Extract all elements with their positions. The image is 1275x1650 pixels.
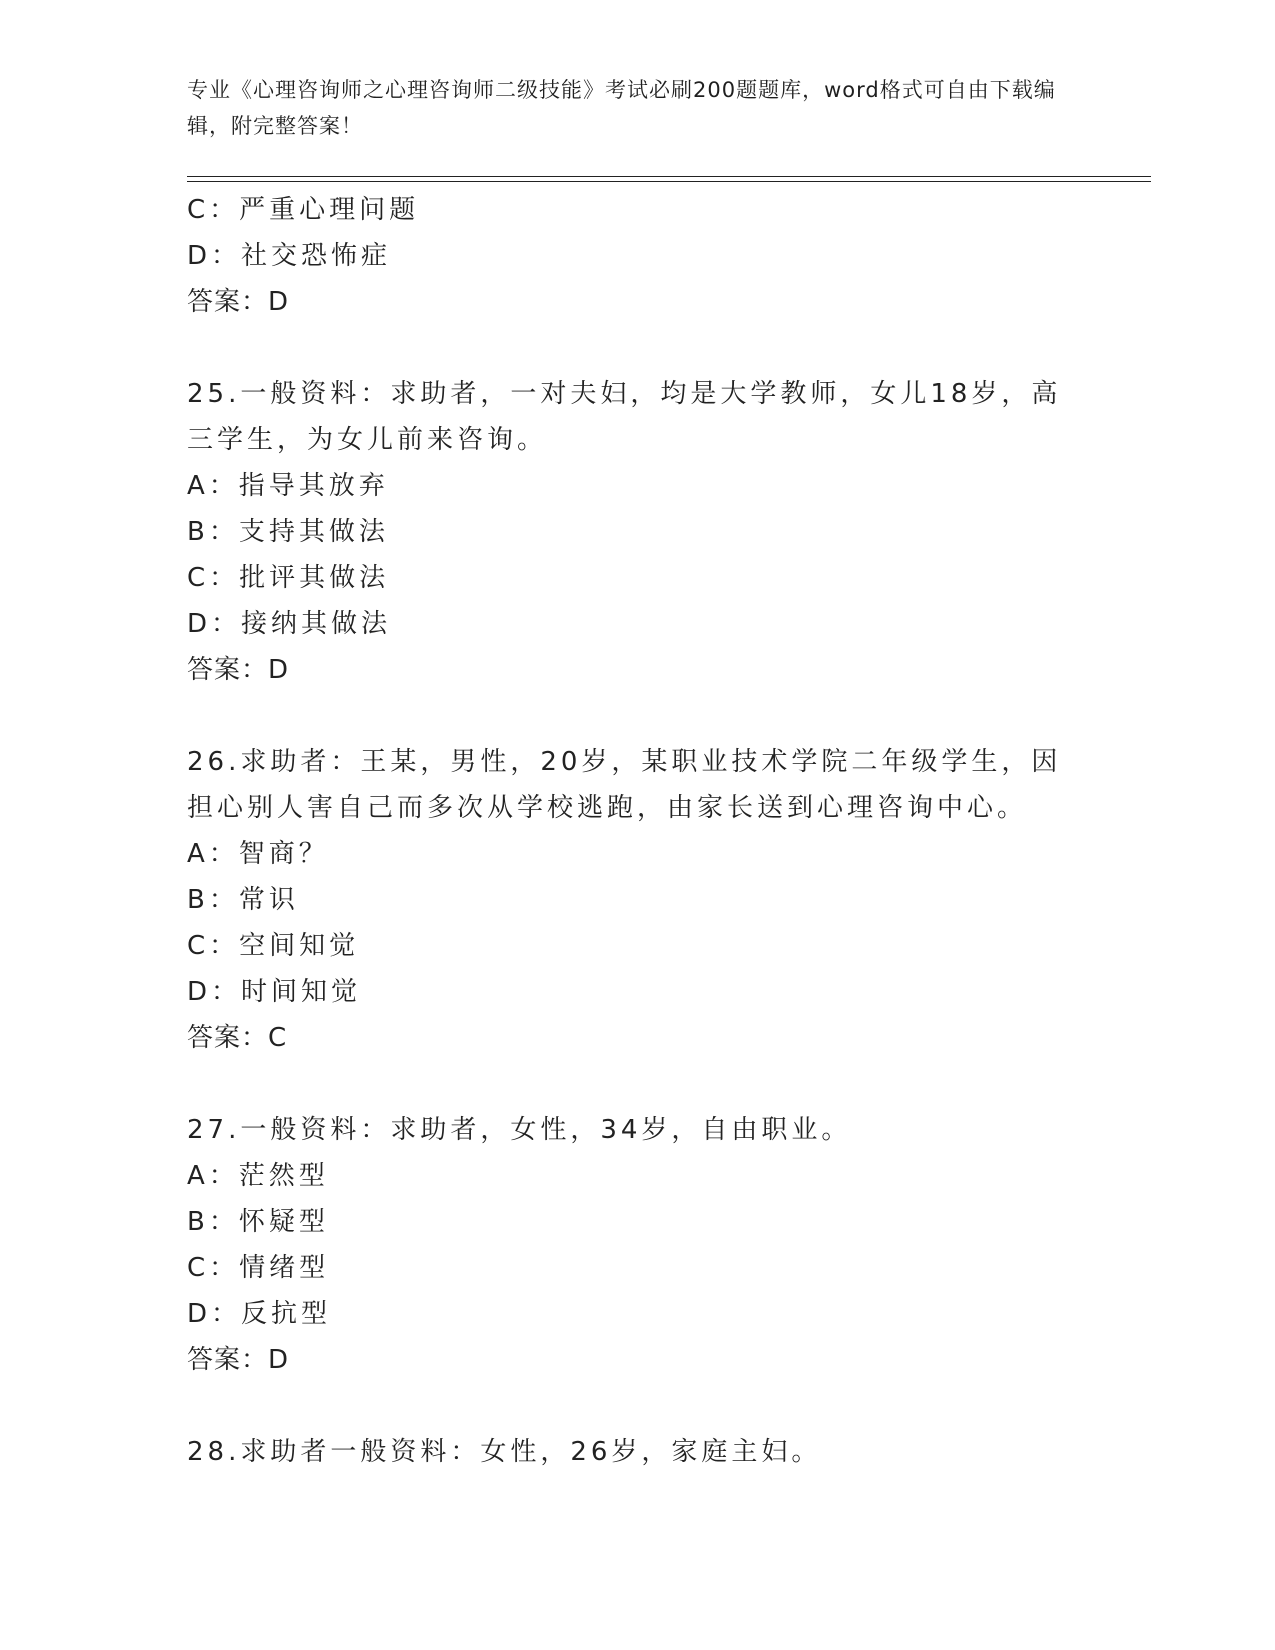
option-d: D：反抗型 <box>187 1299 332 1329</box>
option-b: B：怀疑型 <box>187 1207 329 1237</box>
document-body <box>187 187 1087 1475</box>
option-c: C：严重心理问题 <box>187 195 420 225</box>
question-28 <box>187 1429 1087 1475</box>
question-26 <box>187 739 1087 1061</box>
answer: 答案：C <box>187 1023 288 1053</box>
question-stem: 25.一般资料：求助者，一对夫妇，均是大学教师，女儿18岁，高三学生，为女儿前来咨询。 <box>187 379 1062 455</box>
answer: 答案：D <box>187 1345 290 1375</box>
option-d: D：社交恐怖症 <box>187 241 392 271</box>
option-c: C：空间知觉 <box>187 931 360 961</box>
option-a: A：茫然型 <box>187 1161 329 1191</box>
spacer <box>187 693 1087 739</box>
option-c: C：批评其做法 <box>187 563 390 593</box>
question-27 <box>187 1107 1087 1383</box>
question-fragment <box>187 187 1087 325</box>
answer: 答案：D <box>187 287 290 317</box>
header-divider <box>187 176 1151 182</box>
spacer <box>187 1061 1087 1107</box>
answer: 答案：D <box>187 655 290 685</box>
document-header: 专业《心理咨询师之心理咨询师二级技能》考试必刷200题题库，word格式可自由下载编辑，附完整答案！ <box>187 78 1056 138</box>
option-d: D：时间知觉 <box>187 977 362 1007</box>
option-a: A：智商？ <box>187 839 329 869</box>
option-b: B：常识 <box>187 885 299 915</box>
question-stem: 26.求助者：王某，男性，20岁，某职业技术学院二年级学生，因担心别人害自己而多次从学校逃跑，由家长送到心理咨询中心。 <box>187 747 1062 823</box>
spacer <box>187 325 1087 371</box>
option-c: C：情绪型 <box>187 1253 330 1283</box>
spacer <box>187 1383 1087 1429</box>
option-a: A：指导其放弃 <box>187 471 389 501</box>
question-25 <box>187 371 1087 693</box>
question-stem: 27.一般资料：求助者，女性，34岁，自由职业。 <box>187 1115 852 1145</box>
option-d: D：接纳其做法 <box>187 609 392 639</box>
option-b: B：支持其做法 <box>187 517 389 547</box>
question-stem: 28.求助者一般资料：女性，26岁，家庭主妇。 <box>187 1437 822 1467</box>
